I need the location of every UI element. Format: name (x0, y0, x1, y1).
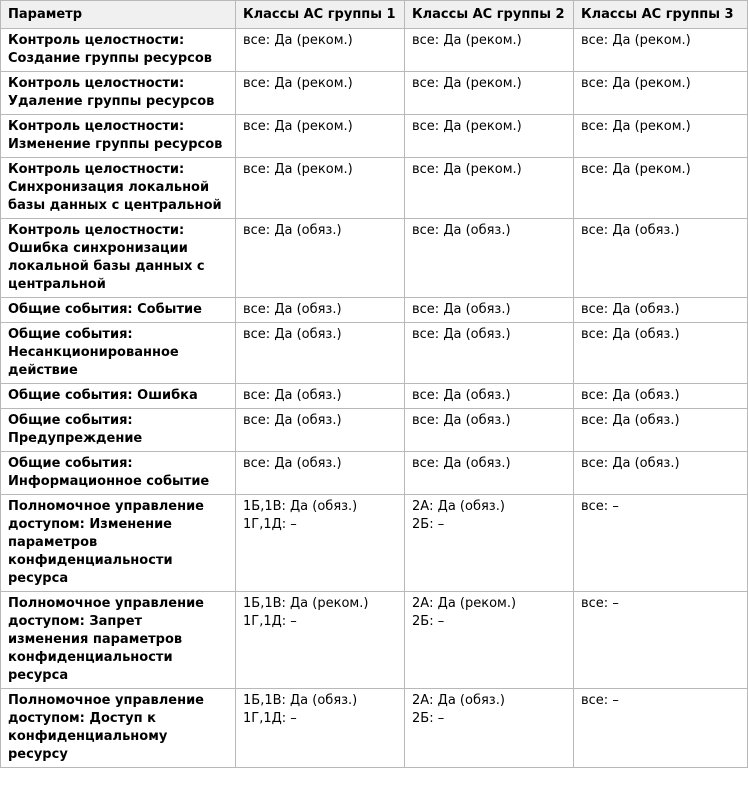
value-text: 2А: Да (обяз.) (412, 499, 505, 514)
parameter-text: ресурса (8, 571, 69, 586)
header-group-3: Классы АС группы 3 (574, 1, 748, 29)
group-3-cell (574, 689, 748, 768)
header-group-1: Классы АС группы 1 (236, 1, 405, 29)
parameter-cell (1, 29, 236, 72)
value-text: 1Г,1Д: – (243, 517, 297, 532)
parameter-cell (1, 409, 236, 452)
parameter-text: действие (8, 363, 78, 378)
value-text: все: Да (реком.) (243, 76, 353, 91)
value-text: 2Б: – (412, 614, 445, 629)
value-text: все: Да (обяз.) (243, 302, 342, 317)
group-3-cell (574, 495, 748, 592)
parameter-text: Контроль целостности: (8, 223, 185, 238)
group-3-cell (574, 158, 748, 219)
parameter-cell (1, 323, 236, 384)
parameter-cell (1, 689, 236, 768)
group-1-cell (236, 158, 405, 219)
group-3-cell (574, 592, 748, 689)
value-text: все: Да (реком.) (243, 162, 353, 177)
group-2-cell (405, 298, 574, 323)
parameter-cell (1, 158, 236, 219)
value-text: 2А: Да (обяз.) (412, 693, 505, 708)
value-text: 1Б,1В: Да (обяз.) (243, 499, 358, 514)
value-text: все: – (581, 693, 619, 708)
parameter-text: Ошибка синхронизации (8, 241, 188, 256)
group-1-cell (236, 452, 405, 495)
value-text: все: Да (обяз.) (243, 327, 342, 342)
table-row (1, 158, 748, 219)
value-text: все: Да (реком.) (412, 162, 522, 177)
group-2-cell (405, 384, 574, 409)
parameter-text: Контроль целостности: (8, 33, 185, 48)
parameter-text: доступом: Запрет (8, 614, 143, 629)
group-1-cell (236, 384, 405, 409)
parameter-text: центральной (8, 277, 106, 292)
table-row (1, 495, 748, 592)
group-1-cell (236, 495, 405, 592)
parameter-text: Общие события: (8, 327, 133, 342)
parameter-text: Изменение группы ресурсов (8, 137, 223, 152)
group-2-cell (405, 115, 574, 158)
parameter-text: Общие события: Ошибка (8, 388, 198, 403)
group-1-cell (236, 592, 405, 689)
header-row (1, 1, 748, 29)
value-text: 2Б: – (412, 517, 445, 532)
value-text: все: Да (обяз.) (243, 388, 342, 403)
parameter-text: Полномочное управление (8, 693, 204, 708)
group-2-cell (405, 452, 574, 495)
group-1-cell (236, 115, 405, 158)
table-row (1, 689, 748, 768)
parameter-text: Полномочное управление (8, 499, 204, 514)
group-3-cell (574, 29, 748, 72)
parameter-text: Контроль целостности: (8, 119, 185, 134)
parameter-text: параметров (8, 535, 98, 550)
group-2-cell (405, 158, 574, 219)
table-row (1, 592, 748, 689)
group-3-cell (574, 409, 748, 452)
group-3-cell (574, 219, 748, 298)
value-text: все: Да (реком.) (581, 119, 691, 134)
parameter-cell (1, 384, 236, 409)
parameter-text: Полномочное управление (8, 596, 204, 611)
value-text: все: Да (обяз.) (412, 413, 511, 428)
parameter-text: Информационное событие (8, 474, 210, 489)
group-2-cell (405, 323, 574, 384)
group-1-cell (236, 29, 405, 72)
value-text: все: Да (обяз.) (581, 302, 680, 317)
parameter-text: доступом: Доступ к (8, 711, 156, 726)
group-2-cell (405, 72, 574, 115)
parameter-cell (1, 115, 236, 158)
group-2-cell (405, 409, 574, 452)
value-text: все: Да (обяз.) (412, 327, 511, 342)
value-text: все: Да (обяз.) (243, 456, 342, 471)
parameter-text: конфиденциальности (8, 553, 173, 568)
group-3-cell (574, 115, 748, 158)
value-text: все: Да (обяз.) (581, 388, 680, 403)
parameter-text: Удаление группы ресурсов (8, 94, 215, 109)
group-1-cell (236, 219, 405, 298)
group-1-cell (236, 689, 405, 768)
value-text: все: Да (реком.) (243, 119, 353, 134)
value-text: 2А: Да (реком.) (412, 596, 517, 611)
group-2-cell (405, 689, 574, 768)
value-text: все: Да (обяз.) (412, 388, 511, 403)
value-text: все: – (581, 596, 619, 611)
parameter-cell (1, 592, 236, 689)
parameter-text: ресурса (8, 668, 69, 683)
parameter-text: Общие события: (8, 413, 133, 428)
value-text: все: Да (обяз.) (581, 327, 680, 342)
header-group-2: Классы АС группы 2 (405, 1, 574, 29)
table-row (1, 409, 748, 452)
value-text: все: Да (реком.) (581, 76, 691, 91)
parameter-text: Контроль целостности: (8, 76, 185, 91)
value-text: все: Да (обяз.) (581, 223, 680, 238)
parameter-text: Общие события: Событие (8, 302, 202, 317)
parameter-cell (1, 219, 236, 298)
group-1-cell (236, 298, 405, 323)
group-2-cell (405, 592, 574, 689)
table-row (1, 72, 748, 115)
value-text: все: Да (реком.) (412, 76, 522, 91)
value-text: все: Да (обяз.) (243, 223, 342, 238)
value-text: все: – (581, 499, 619, 514)
table-row (1, 219, 748, 298)
parameter-cell (1, 72, 236, 115)
value-text: все: Да (обяз.) (412, 456, 511, 471)
parameter-text: Общие события: (8, 456, 133, 471)
parameter-text: Предупреждение (8, 431, 143, 446)
parameter-text: ресурсу (8, 747, 68, 762)
group-3-cell (574, 72, 748, 115)
table-header (1, 1, 748, 29)
table-body (1, 29, 748, 768)
value-text: все: Да (обяз.) (581, 456, 680, 471)
value-text: все: Да (реком.) (581, 162, 691, 177)
value-text: 1Б,1В: Да (обяз.) (243, 693, 358, 708)
table-row (1, 452, 748, 495)
parameter-text: базы данных с центральной (8, 198, 222, 213)
parameter-text: конфиденциальности (8, 650, 173, 665)
value-text: все: Да (обяз.) (412, 223, 511, 238)
group-1-cell (236, 72, 405, 115)
group-3-cell (574, 298, 748, 323)
table-row (1, 323, 748, 384)
group-3-cell (574, 452, 748, 495)
table-row (1, 115, 748, 158)
value-text: 1Б,1В: Да (реком.) (243, 596, 369, 611)
group-1-cell (236, 409, 405, 452)
header-parameter: Параметр (1, 1, 236, 29)
value-text: 1Г,1Д: – (243, 711, 297, 726)
parameter-text: конфиденциальному (8, 729, 168, 744)
parameter-cell (1, 298, 236, 323)
value-text: все: Да (обяз.) (412, 302, 511, 317)
parameter-text: доступом: Изменение (8, 517, 172, 532)
table-row (1, 29, 748, 72)
value-text: все: Да (реком.) (412, 33, 522, 48)
group-2-cell (405, 29, 574, 72)
parameter-text: изменения параметров (8, 632, 183, 647)
group-2-cell (405, 495, 574, 592)
parameter-text: Контроль целостности: (8, 162, 185, 177)
group-2-cell (405, 219, 574, 298)
value-text: все: Да (реком.) (581, 33, 691, 48)
value-text: все: Да (обяз.) (243, 413, 342, 428)
table-row (1, 298, 748, 323)
value-text: 2Б: – (412, 711, 445, 726)
parameter-text: Несанкционированное (8, 345, 179, 360)
parameter-text: Создание группы ресурсов (8, 51, 213, 66)
parameter-cell (1, 452, 236, 495)
value-text: все: Да (обяз.) (581, 413, 680, 428)
table-row (1, 384, 748, 409)
parameter-text: Синхронизация локальной (8, 180, 210, 195)
parameter-cell (1, 495, 236, 592)
group-3-cell (574, 384, 748, 409)
parameter-text: локальной базы данных с (8, 259, 205, 274)
group-3-cell (574, 323, 748, 384)
group-1-cell (236, 323, 405, 384)
value-text: все: Да (реком.) (412, 119, 522, 134)
value-text: 1Г,1Д: – (243, 614, 297, 629)
value-text: все: Да (реком.) (243, 33, 353, 48)
